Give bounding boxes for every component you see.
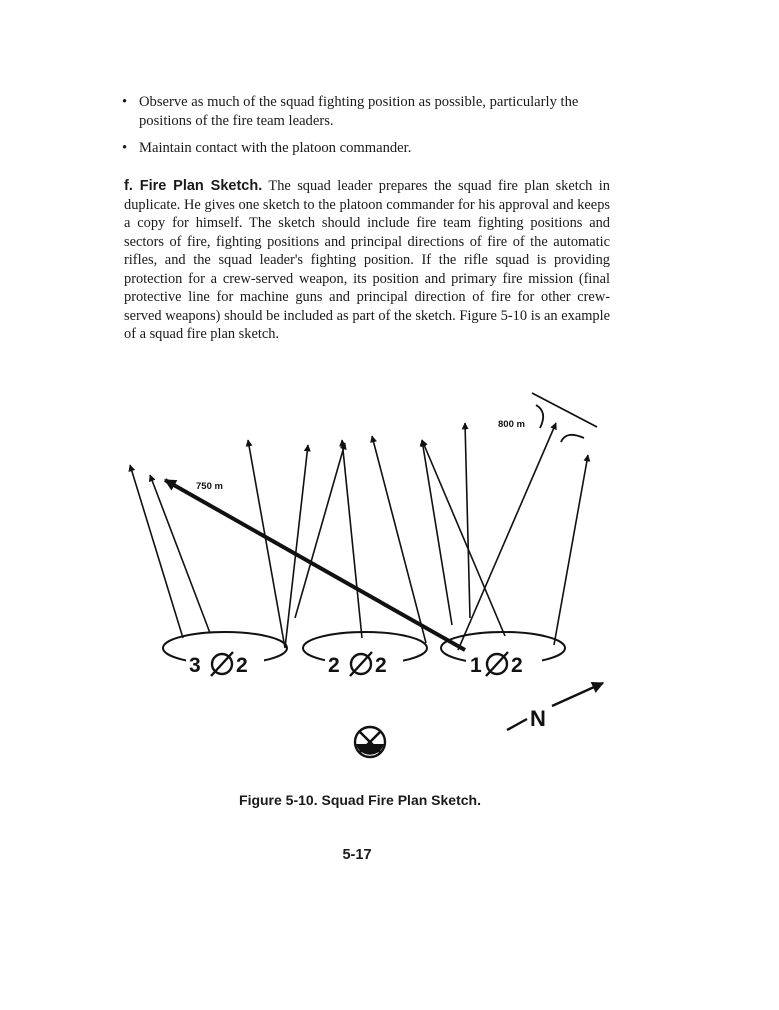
sector-line-2-outer — [422, 440, 452, 625]
paragraph-body: The squad leader prepares the squad fire plan sketch in duplicate. He gives one sketch to the platoon commander for his approval and keeps a copy for himself. The sketch should include fire team fighting positions and sectors of fire, fighting positions and principal directions of fire of the automatic rifles, and the squad leader's fighting position. If the rifle squad is providing protection for a crew-served weapon, its position and primary fire mission (final protective line for machine guns and principal direction of fire for other crew-served weapons) should be included as part of the sketch. Figure 5-10 is an example of a squad fire plan sketch. — [124, 178, 610, 342]
fire-plan-paragraph — [124, 177, 610, 344]
team-3-number: 3 — [189, 654, 201, 677]
bullet-text: Observe as much of the squad fighting position as possible, particularly the positions of the fire team leaders. — [139, 94, 579, 129]
sector-line-2-center — [342, 440, 362, 638]
sector-line-3-edge-b — [285, 445, 308, 648]
sector-line-2-left — [295, 443, 345, 618]
team-2-number: 2 — [328, 654, 340, 677]
range-label-750: 750 m — [196, 481, 223, 492]
range-label-800: 800 m — [498, 419, 525, 430]
squad-leader-position-icon — [355, 727, 385, 757]
sector-line-1-left — [465, 423, 470, 618]
bullet-item — [122, 93, 612, 131]
section-heading: f. Fire Plan Sketch. — [124, 178, 263, 194]
sector-line-1-center — [422, 440, 505, 636]
bullet-marker: • — [122, 140, 128, 156]
team-2-echelon: 2 — [375, 654, 387, 677]
range-bracket-left — [536, 405, 543, 428]
sector-line-1-cross — [458, 423, 556, 650]
fire-plan-sketch — [0, 380, 779, 780]
sector-line-1-right — [554, 455, 588, 645]
team-3-echelon: 2 — [236, 654, 248, 677]
north-label: N — [530, 706, 546, 731]
page-number: 5-17 — [342, 847, 372, 863]
range-bracket-right — [561, 435, 584, 442]
team-1-number: 1 — [470, 654, 482, 677]
principal-direction-line — [165, 480, 465, 650]
north-arrow — [507, 683, 603, 730]
team-1-echelon: 2 — [511, 654, 523, 677]
bullet-item — [122, 139, 612, 158]
figure-caption: Figure 5-10. Squad Fire Plan Sketch. — [239, 792, 481, 808]
bullet-text: Maintain contact with the platoon commander. — [139, 140, 412, 156]
bullet-marker: • — [122, 94, 128, 110]
bullet-list — [122, 93, 612, 166]
